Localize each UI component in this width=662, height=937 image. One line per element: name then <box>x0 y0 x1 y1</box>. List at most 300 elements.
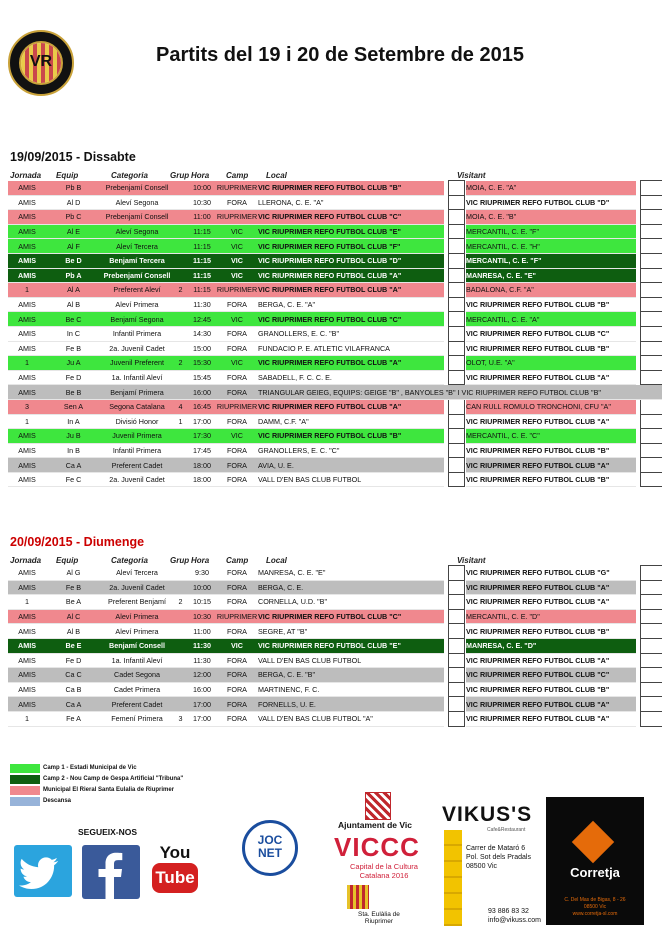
local-cell: VIC RIUPRIMER REFO FUTBOL CLUB "C" <box>258 210 444 225</box>
local-cell: VIC RIUPRIMER REFO FUTBOL CLUB "C" <box>258 312 444 327</box>
jocnet-top: JOC <box>257 833 283 847</box>
jornada-cell: AMIS <box>8 429 46 444</box>
camp-cell: FORA <box>216 458 258 473</box>
result-box-local <box>448 668 464 683</box>
local-cell: SABADELL, F. C. C. E. <box>258 370 444 385</box>
legend-swatch <box>10 786 40 795</box>
grup-cell <box>173 312 188 327</box>
grup-cell: 3 <box>173 711 188 726</box>
grup-cell <box>173 697 188 712</box>
result-box-visitant <box>640 472 662 487</box>
sta-line-2: Riuprimer <box>364 918 394 925</box>
jornada-cell: AMIS <box>8 253 46 268</box>
local-cell: VIC RIUPRIMER REFO FUTBOL CLUB "E" <box>258 224 444 239</box>
equip-cell: Be E <box>46 638 101 653</box>
local-cell: VIC RIUPRIMER REFO FUTBOL CLUB "C" <box>258 609 444 624</box>
result-box-visitant <box>640 356 662 371</box>
visitant-cell: VIC RIUPRIMER REFO FUTBOL CLUB "B" <box>466 297 636 312</box>
match-row <box>8 653 662 668</box>
categoria-cell: Benjamí Tercera <box>101 253 173 268</box>
camp-cell: FORA <box>216 385 258 400</box>
header-hora: Hora <box>191 171 210 180</box>
camp-cell: FORA <box>216 711 258 726</box>
result-box-visitant <box>640 653 662 668</box>
jornada-cell: AMIS <box>8 181 46 196</box>
categoria-cell: Aleví Segona <box>101 195 173 210</box>
equip-cell: Ju B <box>46 429 101 444</box>
visitant-cell: VIC RIUPRIMER REFO FUTBOL CLUB "A" <box>466 595 636 610</box>
categoria-cell: Prebenjamí Consell <box>101 181 173 196</box>
result-box-local <box>448 210 464 225</box>
result-box-visitant <box>640 682 662 697</box>
result-box-local <box>448 609 464 624</box>
result-box-local <box>448 356 464 371</box>
equip-cell: Pb A <box>46 268 101 283</box>
local-cell: VIC RIUPRIMER REFO FUTBOL CLUB "E" <box>258 638 444 653</box>
visitant-cell: MERCANTIL, C. E. "F" <box>466 224 636 239</box>
result-box-visitant <box>640 580 662 595</box>
grup-cell: 2 <box>173 356 188 371</box>
result-box-local <box>448 443 464 458</box>
camp-cell: RIUPRIMER <box>216 210 258 225</box>
local-cell: GRANOLLERS, E. C. "B" <box>258 326 444 341</box>
header-local-2: Local <box>266 556 287 565</box>
result-box-visitant <box>640 210 662 225</box>
match-row <box>8 312 662 327</box>
hora-cell: 11:00 <box>188 624 216 639</box>
camp-cell: FORA <box>216 595 258 610</box>
result-box-visitant <box>640 341 662 356</box>
legend-label: Camp 1 - Estadi Municipal de Vic <box>43 765 137 771</box>
equip-cell: Fe C <box>46 472 101 487</box>
club-crest: VR <box>19 41 63 85</box>
grup-cell <box>173 458 188 473</box>
camp-cell: FORA <box>216 341 258 356</box>
local-cell: BERGA, C. E. "A" <box>258 297 444 312</box>
corretja-address <box>546 897 644 918</box>
result-box-local <box>448 181 464 196</box>
match-row <box>8 458 662 473</box>
result-box-local <box>448 429 464 444</box>
hora-cell: 16:00 <box>188 385 216 400</box>
hora-cell: 11:00 <box>188 210 216 225</box>
match-row <box>8 443 662 458</box>
local-cell: VIC RIUPRIMER REFO FUTBOL CLUB "A" <box>258 356 444 371</box>
categoria-cell: Infantil Primera <box>101 443 173 458</box>
result-box-visitant <box>640 443 662 458</box>
local-cell: BERGA, C. E. <box>258 580 444 595</box>
visitant-cell: VIC RIUPRIMER REFO FUTBOL CLUB "B" <box>466 472 636 487</box>
grup-cell <box>173 253 188 268</box>
grup-cell: 2 <box>173 283 188 298</box>
visitant-cell: MERCANTIL, C. E. "D" <box>466 609 636 624</box>
hora-cell: 11:15 <box>188 268 216 283</box>
categoria-cell: Preferent Benjamí <box>101 595 173 610</box>
vic-crest-icon <box>365 792 391 820</box>
camp-cell: FORA <box>216 566 258 581</box>
saturday-heading: 19/09/2015 - Dissabte <box>10 150 136 164</box>
camp-cell: VIC <box>216 429 258 444</box>
result-box-visitant <box>640 370 662 385</box>
jornada-cell: AMIS <box>8 668 46 683</box>
result-box-local <box>448 458 464 473</box>
sta-line-1: Sta. Eulàlia de <box>358 911 400 918</box>
hora-cell: 15:00 <box>188 341 216 356</box>
equip-cell: Al C <box>46 609 101 624</box>
categoria-cell: Benjamí Segona <box>101 312 173 327</box>
header-camp: Camp <box>226 171 249 180</box>
local-cell: VIC RIUPRIMER REFO FUTBOL CLUB "A" <box>258 268 444 283</box>
jornada-cell: AMIS <box>8 472 46 487</box>
equip-cell: Ju A <box>46 356 101 371</box>
categoria-cell: Preferent Cadet <box>101 697 173 712</box>
categoria-cell: Benjamí Consell <box>101 638 173 653</box>
camp-cell: FORA <box>216 697 258 712</box>
youtube-icon[interactable] <box>152 843 198 901</box>
camp-cell: FORA <box>216 668 258 683</box>
local-cell: VIC RIUPRIMER REFO FUTBOL CLUB "B" <box>258 429 444 444</box>
result-box-visitant <box>640 458 662 473</box>
result-box-visitant <box>640 624 662 639</box>
camp-cell: FORA <box>216 682 258 697</box>
hora-cell: 11:15 <box>188 224 216 239</box>
result-box-visitant <box>640 566 662 581</box>
categoria-cell: Preferent Cadet <box>101 458 173 473</box>
grup-cell <box>173 566 188 581</box>
jornada-cell: AMIS <box>8 195 46 210</box>
hora-cell: 10:30 <box>188 195 216 210</box>
corretja-name: Corretja <box>570 865 620 880</box>
corretja-icon <box>572 821 614 863</box>
jornada-cell: 1 <box>8 414 46 429</box>
equip-cell: Ca A <box>46 697 101 712</box>
grup-cell <box>173 653 188 668</box>
result-box-local <box>448 312 464 327</box>
match-row <box>8 399 662 414</box>
result-box-local <box>448 595 464 610</box>
result-box-visitant <box>640 429 662 444</box>
header-visitant: Visitant <box>457 171 486 180</box>
visitant-cell: VIC RIUPRIMER REFO FUTBOL CLUB "A" <box>466 580 636 595</box>
visitant-cell: VIC RIUPRIMER REFO FUTBOL CLUB "A" <box>466 711 636 726</box>
local-cell: MARTINENC, F. C. <box>258 682 444 697</box>
local-cell: VIC RIUPRIMER REFO FUTBOL CLUB "B" <box>258 181 444 196</box>
result-box-local <box>448 414 464 429</box>
camp-cell: FORA <box>216 624 258 639</box>
header-equip: Equip <box>56 171 79 180</box>
visitant-cell: VIC RIUPRIMER REFO FUTBOL CLUB "A" <box>466 370 636 385</box>
vikus-email: info@vikuss.com <box>488 917 542 924</box>
equip-cell: Fe D <box>46 370 101 385</box>
jocnet-bottom: NET <box>258 846 282 860</box>
grup-cell <box>173 195 188 210</box>
categoria-cell: Preferent Aleví <box>101 283 173 298</box>
hora-cell: 11:15 <box>188 283 216 298</box>
categoria-cell: Aleví Primera <box>101 609 173 624</box>
vikus-addr-2: Pol. Sot dels Pradals <box>466 854 531 861</box>
camp-cell: FORA <box>216 472 258 487</box>
categoria-cell: Segona Catalana <box>101 399 173 414</box>
hora-cell: 18:00 <box>188 472 216 487</box>
hora-cell: 9:30 <box>188 566 216 581</box>
match-row <box>8 385 662 400</box>
equip-cell: Pb C <box>46 210 101 225</box>
jornada-cell: AMIS <box>8 638 46 653</box>
categoria-cell: Prebenjamí Consell <box>101 210 173 225</box>
result-box-visitant <box>640 595 662 610</box>
corretja-addr-1: C. Del Mas de Bigas, 8 - 26 <box>564 897 626 903</box>
jornada-cell: AMIS <box>8 239 46 254</box>
visitant-cell: MOIA, C. E. "A" <box>466 181 636 196</box>
match-row <box>8 224 662 239</box>
categoria-cell: Cadet Segona <box>101 668 173 683</box>
hora-cell: 17:30 <box>188 429 216 444</box>
result-box-local <box>448 399 464 414</box>
jornada-cell: AMIS <box>8 458 46 473</box>
hora-cell: 17:00 <box>188 697 216 712</box>
match-row <box>8 268 662 283</box>
grup-cell <box>173 609 188 624</box>
categoria-cell: Aleví Segona <box>101 224 173 239</box>
visitant-cell: MOIA, C. E. "B" <box>466 210 636 225</box>
visitant-cell: VIC RIUPRIMER REFO FUTBOL CLUB "G" <box>466 566 636 581</box>
categoria-cell: Divisió Honor <box>101 414 173 429</box>
visitant-cell: VIC RIUPRIMER REFO FUTBOL CLUB "C" <box>466 668 636 683</box>
match-row <box>8 711 662 726</box>
visitant-cell: VIC RIUPRIMER REFO FUTBOL CLUB "A" <box>466 458 636 473</box>
grup-cell <box>173 297 188 312</box>
grup-cell <box>173 472 188 487</box>
visitant-cell: VIC RIUPRIMER REFO FUTBOL CLUB "A" <box>466 697 636 712</box>
equip-cell: Fe A <box>46 711 101 726</box>
header-equip-2: Equip <box>56 556 79 565</box>
capital-line-2: Catalana 2016 <box>359 871 409 880</box>
result-box-local <box>448 566 464 581</box>
result-box-local <box>448 580 464 595</box>
result-box-local <box>448 624 464 639</box>
match-row <box>8 668 662 683</box>
capital-cultura <box>350 862 418 880</box>
result-box-visitant <box>640 224 662 239</box>
result-box-local <box>448 297 464 312</box>
result-box-local <box>448 711 464 726</box>
camp-cell: FORA <box>216 414 258 429</box>
local-cell: CORNELLA, U.D. "B" <box>258 595 444 610</box>
result-box-visitant <box>640 195 662 210</box>
local-cell: DAMM, C.F. "A" <box>258 414 444 429</box>
result-box-visitant <box>640 668 662 683</box>
camp-cell: FORA <box>216 653 258 668</box>
header-hora-2: Hora <box>191 556 210 565</box>
categoria-cell: 2a. Juvenil Cadet <box>101 341 173 356</box>
local-cell: VIC RIUPRIMER REFO FUTBOL CLUB "A" <box>258 399 444 414</box>
sunday-heading: 20/09/2015 - Diumenge <box>10 535 145 549</box>
local-cell: MANRESA, C. E. "E" <box>258 566 444 581</box>
local-cell: TRIANGULAR GEIEG, EQUIPS: GEIGE "B" , BANYOLES "B" I VIC RIUPRIMER REFO FUTBOL CLUB "B" <box>258 385 662 400</box>
result-box-visitant <box>640 181 662 196</box>
vikus-subtitle: Cafe&Restaurant <box>487 827 526 833</box>
grup-cell <box>173 341 188 356</box>
match-row <box>8 283 662 298</box>
header-jornada: Jornada <box>10 171 42 180</box>
youtube-top-text: You <box>159 843 191 862</box>
match-row <box>8 414 662 429</box>
match-row <box>8 239 662 254</box>
result-box-local <box>448 638 464 653</box>
twitter-icon[interactable] <box>14 845 72 897</box>
hora-cell: 11:15 <box>188 239 216 254</box>
camp-cell: FORA <box>216 580 258 595</box>
equip-cell: Fe B <box>46 580 101 595</box>
hora-cell: 12:00 <box>188 668 216 683</box>
visitant-cell: VIC RIUPRIMER REFO FUTBOL CLUB "A" <box>466 414 636 429</box>
result-box-local <box>448 472 464 487</box>
match-row <box>8 624 662 639</box>
result-box-local <box>448 239 464 254</box>
camp-cell: VIC <box>216 224 258 239</box>
camp-cell: RIUPRIMER <box>216 399 258 414</box>
hora-cell: 17:00 <box>188 711 216 726</box>
grup-cell <box>173 624 188 639</box>
jornada-cell: AMIS <box>8 682 46 697</box>
result-box-visitant <box>640 326 662 341</box>
hora-cell: 11:30 <box>188 653 216 668</box>
result-box-visitant <box>640 609 662 624</box>
visitant-cell: BADALONA, C.F. "A" <box>466 283 636 298</box>
vikus-address <box>466 844 531 871</box>
match-row <box>8 210 662 225</box>
equip-cell: In A <box>46 414 101 429</box>
jornada-cell: AMIS <box>8 370 46 385</box>
hora-cell: 16:45 <box>188 399 216 414</box>
camp-cell: RIUPRIMER <box>216 283 258 298</box>
local-cell: VALL D'EN BAS CLUB FUTBOL "A" <box>258 711 444 726</box>
visitant-cell: MERCANTIL, C. E. "H" <box>466 239 636 254</box>
categoria-cell: Cadet Primera <box>101 682 173 697</box>
header-local: Local <box>266 171 287 180</box>
result-box-visitant <box>640 297 662 312</box>
visitant-cell: VIC RIUPRIMER REFO FUTBOL CLUB "C" <box>466 326 636 341</box>
header-camp-2: Camp <box>226 556 249 565</box>
header-categoria: Categoria <box>111 171 148 180</box>
visitant-cell: MERCANTIL, C. E. "C" <box>466 429 636 444</box>
grup-cell: 4 <box>173 399 188 414</box>
local-cell: AVIA, U. E. <box>258 458 444 473</box>
visitant-cell: CAN RULL ROMULO TRONCHONI, CFU "A" <box>466 399 636 414</box>
categoria-cell: Infantil Primera <box>101 326 173 341</box>
result-box-local <box>448 224 464 239</box>
match-row <box>8 181 662 196</box>
match-row <box>8 253 662 268</box>
vikus-contact <box>488 907 541 925</box>
jornada-cell: AMIS <box>8 385 46 400</box>
local-cell: VIC RIUPRIMER REFO FUTBOL CLUB "D" <box>258 253 444 268</box>
corretja-addr-3: www.corretja-sl.com <box>572 911 618 917</box>
equip-cell: Al G <box>46 566 101 581</box>
visitant-cell: VIC RIUPRIMER REFO FUTBOL CLUB "D" <box>466 195 636 210</box>
result-box-local <box>448 195 464 210</box>
result-box-visitant <box>640 399 662 414</box>
match-row <box>8 195 662 210</box>
camp-cell: FORA <box>216 195 258 210</box>
legend-label: Descansa <box>43 798 72 804</box>
result-box-visitant <box>640 711 662 726</box>
categoria-cell: Juvenil Primera <box>101 429 173 444</box>
categoria-cell: 2a. Juvenil Cadet <box>101 580 173 595</box>
facebook-icon[interactable] <box>82 845 140 899</box>
jornada-cell: AMIS <box>8 653 46 668</box>
sunday-schedule-table <box>8 565 662 727</box>
camp-cell: FORA <box>216 326 258 341</box>
hora-cell: 17:00 <box>188 414 216 429</box>
equip-cell: Ca C <box>46 668 101 683</box>
local-cell: FORNELLS, U. E. <box>258 697 444 712</box>
match-row <box>8 472 662 487</box>
match-row <box>8 429 662 444</box>
camp-cell: FORA <box>216 297 258 312</box>
visitant-cell: VIC RIUPRIMER REFO FUTBOL CLUB "B" <box>466 682 636 697</box>
jornada-cell: 1 <box>8 356 46 371</box>
match-row <box>8 609 662 624</box>
jornada-cell: 3 <box>8 399 46 414</box>
grup-cell <box>173 580 188 595</box>
youtube-bottom-text: Tube <box>152 863 198 893</box>
jornada-cell: AMIS <box>8 341 46 356</box>
legend-label: Camp 2 - Nou Camp de Gespa Artificial "Tribuna" <box>43 776 184 782</box>
vikus-addr-3: 08500 Vic <box>466 863 498 870</box>
categoria-cell: Femení Primera <box>101 711 173 726</box>
result-box-local <box>448 326 464 341</box>
hora-cell: 17:45 <box>188 443 216 458</box>
grup-cell <box>173 638 188 653</box>
equip-cell: Ca A <box>46 458 101 473</box>
header-jornada-2: Jornada <box>10 556 42 565</box>
viccc-logo: VICCC <box>334 832 420 862</box>
hora-cell: 10:00 <box>188 580 216 595</box>
match-row <box>8 297 662 312</box>
equip-cell: Fe D <box>46 653 101 668</box>
equip-cell: Be B <box>46 385 101 400</box>
visitant-cell: VIC RIUPRIMER REFO FUTBOL CLUB "B" <box>466 341 636 356</box>
corretja-logo <box>546 797 644 925</box>
visitant-cell: MANRESA, C. E. "D" <box>466 638 636 653</box>
local-cell: GRANOLLERS, E. C. "C" <box>258 443 444 458</box>
header-visitant-2: Visitant <box>457 556 486 565</box>
legend-swatch <box>10 764 40 773</box>
camp-cell: RIUPRIMER <box>216 181 258 196</box>
hora-cell: 15:45 <box>188 370 216 385</box>
categoria-cell: Aleví Primera <box>101 624 173 639</box>
equip-cell: Be C <box>46 312 101 327</box>
jornada-cell: AMIS <box>8 697 46 712</box>
equip-cell: Sen A <box>46 399 101 414</box>
jornada-cell: AMIS <box>8 624 46 639</box>
equip-cell: Pb B <box>46 181 101 196</box>
grup-cell <box>173 668 188 683</box>
result-box-local <box>448 653 464 668</box>
grup-cell: 2 <box>173 595 188 610</box>
grup-cell: 1 <box>173 414 188 429</box>
local-cell: VALL D'EN BAS CLUB FUTBOL <box>258 472 444 487</box>
visitant-cell: OLOT, U.E. "A" <box>466 356 636 371</box>
legend-swatch <box>10 775 40 784</box>
camp-cell: VIC <box>216 638 258 653</box>
match-row <box>8 682 662 697</box>
grup-cell <box>173 210 188 225</box>
local-cell: VIC RIUPRIMER REFO FUTBOL CLUB "F" <box>258 239 444 254</box>
grup-cell <box>173 429 188 444</box>
grup-cell <box>173 181 188 196</box>
